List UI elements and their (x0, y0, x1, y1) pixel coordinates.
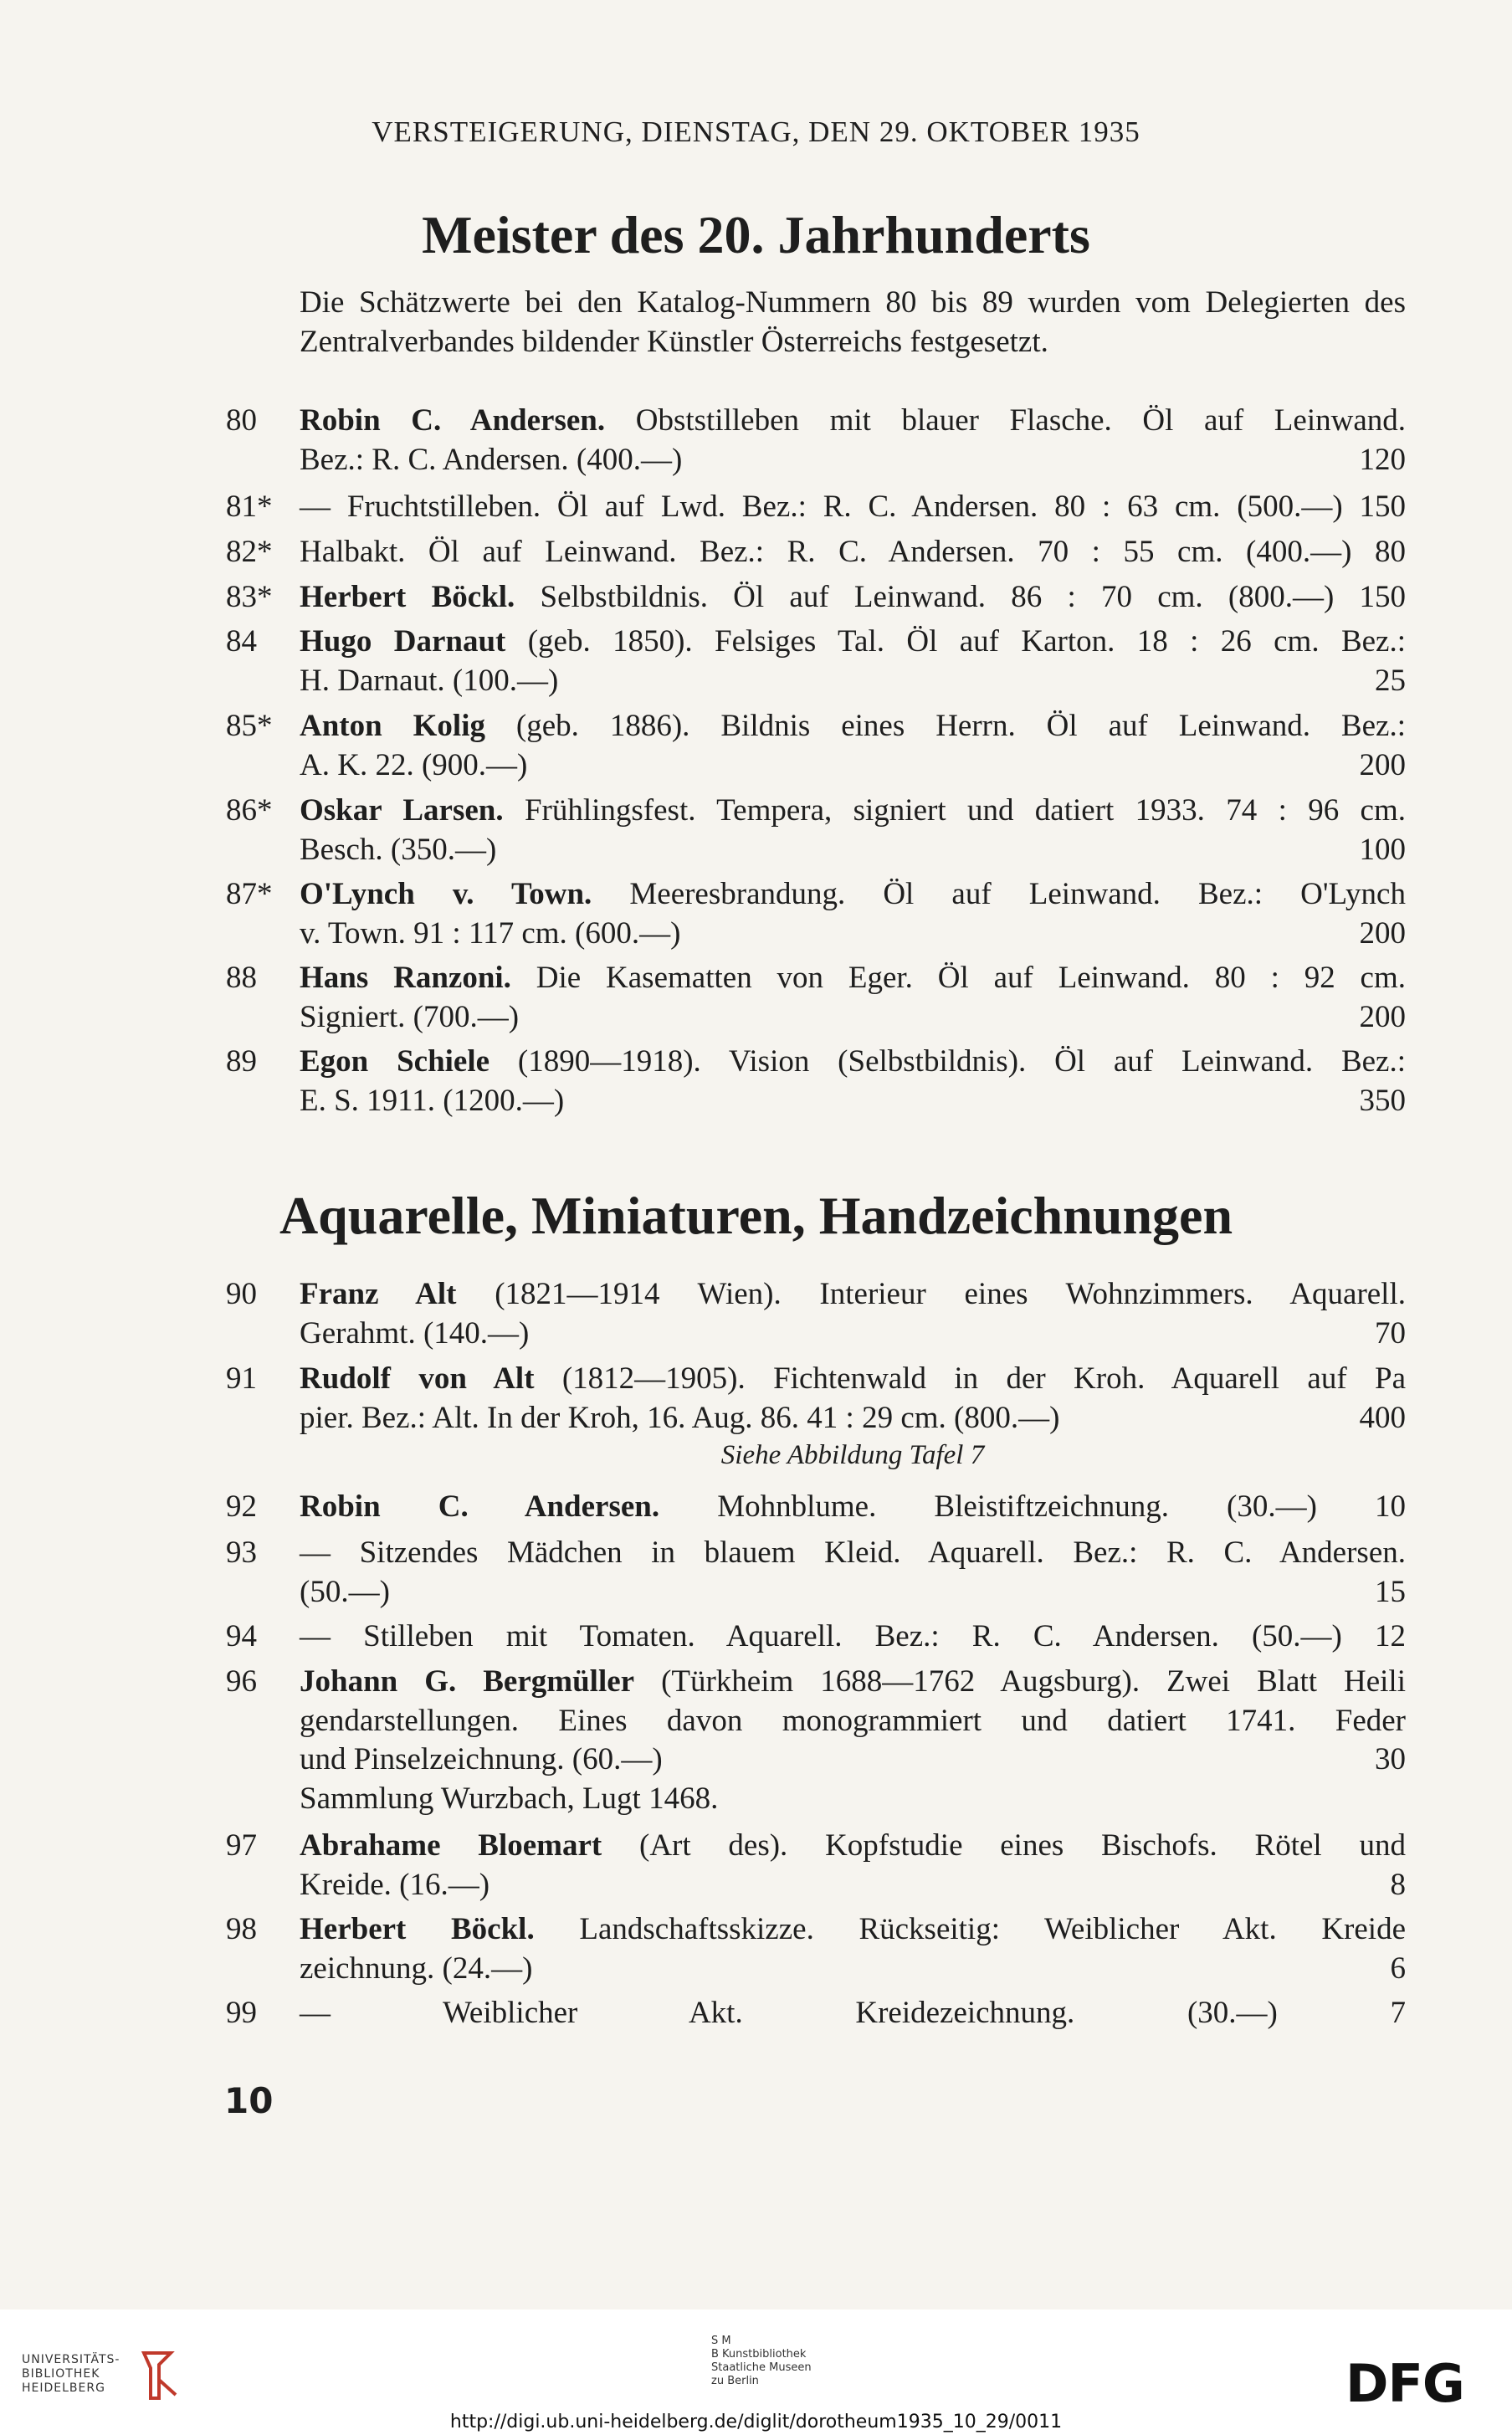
catalog-entry-96: 96 Johann G. Bergmüller (Türkheim 1688—1762 Augsburg). Zwei Blatt Heili gendarstellungen. Eines davon monogrammiert und datiert 1741. Feder und Pinselzeichnung. (60.—) 30 Sammlung Wurzbach, Lugt 1468. (226, 1664, 1406, 1816)
price: 350 (1359, 1083, 1406, 1118)
artist-name: O'Lynch v. Town. (300, 877, 592, 911)
artist-name: Robin C. Andersen. (300, 403, 606, 438)
catalog-entry-91: 91 Rudolf von Alt (1812—1905). Fichtenwald in der Kroh. Aquarell auf Pa pier. Bez.: Alt. In der Kroh, 16. Aug. 86. 41 : 29 cm. (800.—) 400 (226, 1360, 1406, 1438)
price: 200 (1359, 915, 1406, 951)
catalog-entry-97: 97 Abrahame Bloemart (Art des). Kopfstudie eines Bischofs. Rötel und Kreide. (16.—) 8 (226, 1827, 1406, 1904)
artist-name: Rudolf von Alt (300, 1361, 535, 1396)
artist-name: Hugo Darnaut (300, 624, 506, 659)
provenance: Sammlung Wurzbach, Lugt 1468. (300, 1781, 719, 1816)
catalog-entry-94: 94 — Stilleben mit Tomaten. Aquarell. Bez.: R. C. Andersen. (50.—) 12 (226, 1619, 1406, 1653)
page-number: 10 (224, 2080, 274, 2121)
catalog-entry-87: 87* O'Lynch v. Town. Meeresbrandung. Öl auf Leinwand. Bez.: O'Lynch v. Town. 91 : 117 cm. (600.—) 200 (226, 875, 1406, 953)
catalog-entry-98: 98 Herbert Böckl. Landschaftsskizze. Rückseitig: Weiblicher Akt. Kreide zeichnung. (24.—) 6 (226, 1910, 1406, 1988)
digitization-footer (0, 2309, 1512, 2435)
catalog-entry-84: 84 Hugo Darnaut (geb. 1850). Felsiges Tal. Öl auf Karton. 18 : 26 cm. Bez.: H. Darnaut. (100.—) 25 (226, 623, 1406, 700)
price: 100 (1359, 832, 1406, 867)
price: 6 (1390, 1951, 1406, 1986)
price: 200 (1359, 999, 1406, 1034)
catalog-entry-93: 93 — Sitzendes Mädchen in blauem Kleid. Aquarell. Bez.: R. C. Andersen. (50.—) 15 (226, 1534, 1406, 1612)
university-library-label: UNIVERSITÄTS- BIBLIOTHEK HEIDELBERG (22, 2353, 120, 2395)
price: 400 (1359, 1400, 1406, 1435)
catalog-entry-81: 81* — Fruchtstilleben. Öl auf Lwd. Bez.: R. C. Andersen. 80 : 63 cm. (500.—) 150 (226, 490, 1406, 524)
illustration-note: Siehe Abbildung Tafel 7 (720, 1440, 985, 1470)
price: 30 (1375, 1742, 1406, 1776)
catalog-entry-82: 82* Halbakt. Öl auf Leinwand. Bez.: R. C. Andersen. 70 : 55 cm. (400.—) 80 (226, 535, 1406, 569)
catalog-entry-90: 90 Franz Alt (1821—1914 Wien). Interieur eines Wohnzimmers. Aquarell. Gerahmt. (140.—) 70 (226, 1275, 1406, 1353)
catalog-entry-80: 80 Robin C. Andersen. Obststilleben mit blauer Flasche. Öl auf Leinwand. Bez.: R. C. Andersen. (400.—) 120 (226, 402, 1406, 479)
catalog-entry-88: 88 Hans Ranzoni. Die Kasematten von Eger. Öl auf Leinwand. 80 : 92 cm. Signiert. (700.—) 200 (226, 959, 1406, 1037)
catalog-entry-85: 85* Anton Kolig (geb. 1886). Bildnis eines Herrn. Öl auf Leinwand. Bez.: A. K. 22. (900.—) 200 (226, 707, 1406, 785)
artist-name: Oskar Larsen. (300, 793, 504, 828)
artist-name: Franz Alt (300, 1277, 457, 1311)
artist-name: Herbert Böckl. (300, 580, 515, 614)
section-title-aquarelle: Aquarelle, Miniaturen, Handzeichnungen (279, 1186, 1233, 1245)
catalog-entry-89: 89 Egon Schiele (1890—1918). Vision (Selbstbildnis). Öl auf Leinwand. Bez.: E. S. 1911. (1200.—) 350 (226, 1043, 1406, 1120)
artist-name: Robin C. Andersen. (300, 1489, 660, 1524)
artist-name: Egon Schiele (300, 1044, 490, 1079)
section-title-meister: Meister des 20. Jahrhunderts (422, 205, 1090, 264)
catalog-entry-99: 99 — Weiblicher Akt. Kreidezeichnung. (30.—) 7 (226, 1996, 1406, 2030)
university-logo-icon (134, 2346, 182, 2408)
catalog-entry-86: 86* Oskar Larsen. Frühlingsfest. Tempera, signiert und datiert 1933. 74 : 96 cm. Besch. (350.—) 100 (226, 792, 1406, 869)
intro-paragraph: Die Schätzwerte bei den Katalog-Nummern 80 bis 89 wurden vom Delegierten des Zentralverbandes bildender Künstler Österreichs festgesetzt. (300, 285, 1406, 359)
price: 25 (1375, 663, 1406, 698)
price: 120 (1359, 442, 1406, 477)
price: 200 (1359, 747, 1406, 782)
artist-name: Hans Ranzoni. (300, 961, 511, 995)
artist-name: Anton Kolig (300, 709, 485, 743)
artist-name: Abrahame Bloemart (300, 1828, 602, 1863)
price: 15 (1375, 1574, 1406, 1609)
price: 8 (1390, 1867, 1406, 1902)
library-stamp: S M B Kunstbibliothek Staatliche Museen zu Berlin (711, 2335, 812, 2387)
source-url-link[interactable]: http://digi.ub.uni-heidelberg.de/diglit/dorotheum1935_10_29/0011 (449, 2412, 1063, 2432)
page-header: VERSTEIGERUNG, DIENSTAG, DEN 29. OKTOBER 1935 (372, 115, 1140, 148)
catalog-entry-83: 83* Herbert Böckl. Selbstbildnis. Öl auf Leinwand. 86 : 70 cm. (800.—) 150 (226, 580, 1406, 614)
artist-name: Johann G. Bergmüller (300, 1664, 635, 1699)
catalog-entry-92: 92 Robin C. Andersen. Mohnblume. Bleistiftzeichnung. (30.—) 10 (226, 1489, 1406, 1524)
price: 70 (1375, 1315, 1406, 1351)
dfg-logo: DFG (1345, 2353, 1464, 2414)
artist-name: Herbert Böckl. (300, 1912, 535, 1946)
